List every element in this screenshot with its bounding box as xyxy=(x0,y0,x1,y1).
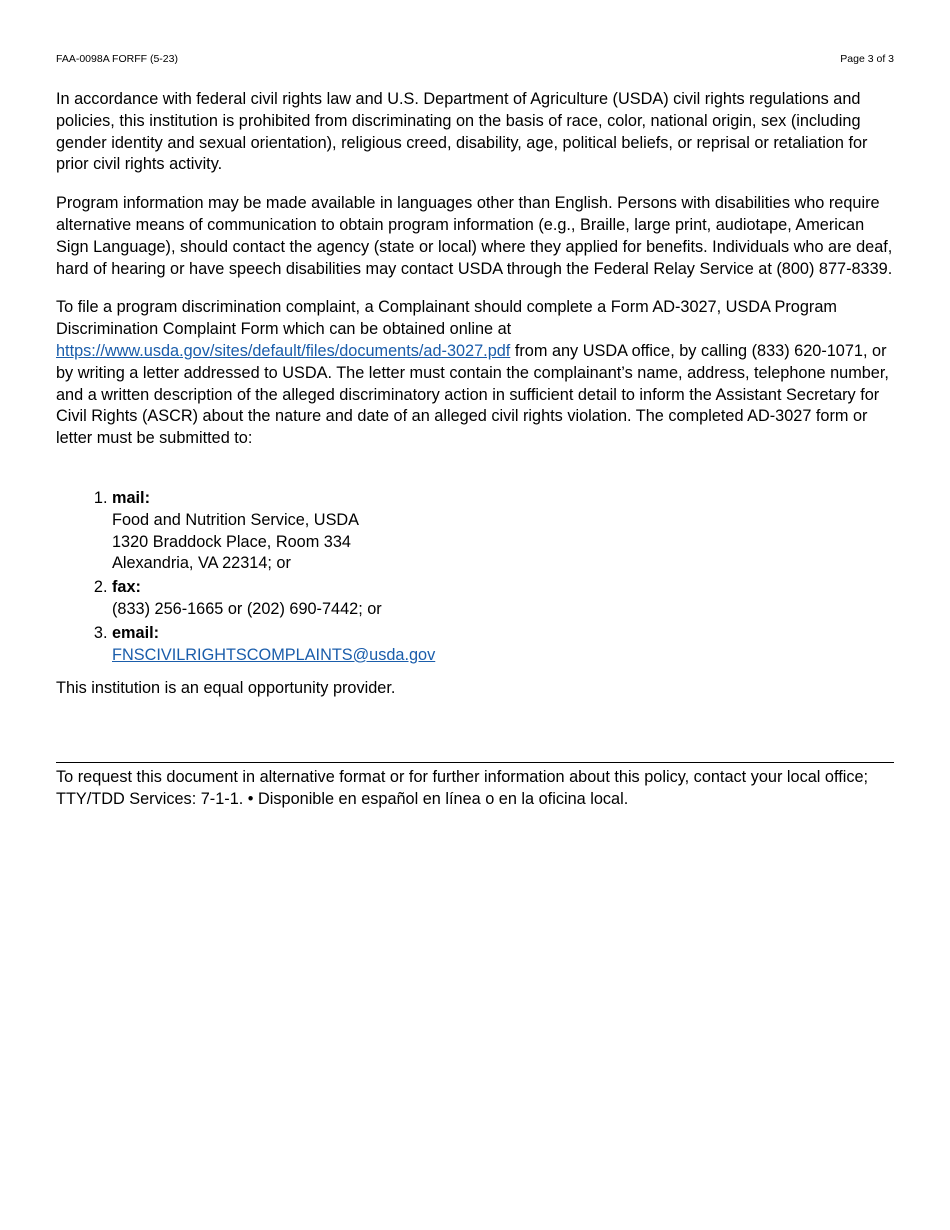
nondiscrimination-paragraph: In accordance with federal civil rights law and U.S. Department of Agriculture (USDA) civil rights regulations and policies, this institution is prohibited from discriminating on the basis of race, color, national origin, sex (including gender identity and sexual orientation), religious creed, disability, age, political beliefs, or reprisal or retaliation for prior civil rights activity. xyxy=(56,90,868,174)
fax-label: fax: xyxy=(112,578,141,597)
complaint-text-before: To file a program discrimination complaint, a Complainant should complete a Form AD-3027, USDA Program Discrimination Complaint Form which can be obtained online at xyxy=(56,298,837,339)
list-item-fax xyxy=(112,577,896,621)
page-number: Page 3 of 3 xyxy=(840,53,894,65)
complaint-paragraph xyxy=(56,297,896,450)
email-label: email: xyxy=(112,623,160,642)
mail-label: mail: xyxy=(112,488,151,507)
page-header xyxy=(56,53,894,65)
list-item-mail xyxy=(112,488,896,575)
ad-3027-link[interactable]: https://www.usda.gov/sites/default/files/documents/ad-3027.pdf xyxy=(56,341,511,360)
language-access-paragraph: Program information may be made available in languages other than English. Persons with disabilities who require alternative means of communication to obtain program information (e.g., Braille, large print, audiotape, American Sign Language), should contact the agency (state or local) where they applied for benefits. Individuals who are deaf, hard of hearing or have speech disabilities may contact USDA through the Federal Relay Service at (800) 877-8339. xyxy=(56,194,893,278)
page-footer xyxy=(56,762,894,811)
fax-value: (833) 256-1665 or (202) 690-7442; or xyxy=(112,599,382,618)
complaint-text-after: from any USDA office, by calling (833) 620-1071, or by writing a letter addressed to USDA. The letter must contain the complainant’s name, address, telephone number, and a written description of the alleged discriminatory action in sufficient detail to inform the Assistant Secretary for Civil Rights (ASCR) about the nature and date of an alleged civil rights violation. The completed AD-3027 form or letter must be submitted to: xyxy=(56,341,889,448)
email-link[interactable]: FNSCIVILRIGHTSCOMPLAINTS@usda.gov xyxy=(112,645,436,664)
document-body xyxy=(56,89,896,700)
submission-methods-list xyxy=(56,488,896,666)
equal-opportunity-statement: This institution is an equal opportunity provider. xyxy=(56,679,396,698)
mail-line-1: Food and Nutrition Service, USDA xyxy=(112,510,360,529)
mail-line-2: 1320 Braddock Place, Room 334 xyxy=(112,532,351,551)
form-id: FAA-0098A FORFF (5-23) xyxy=(56,53,178,65)
mail-line-3: Alexandria, VA 22314; or xyxy=(112,554,291,573)
list-item-email xyxy=(112,623,896,667)
footer-text: To request this document in alternative format or for further information about this policy, contact your local office; TTY/TDD Services: 7-1-1. • Disponible en español en línea o en la oficina local. xyxy=(56,768,869,808)
